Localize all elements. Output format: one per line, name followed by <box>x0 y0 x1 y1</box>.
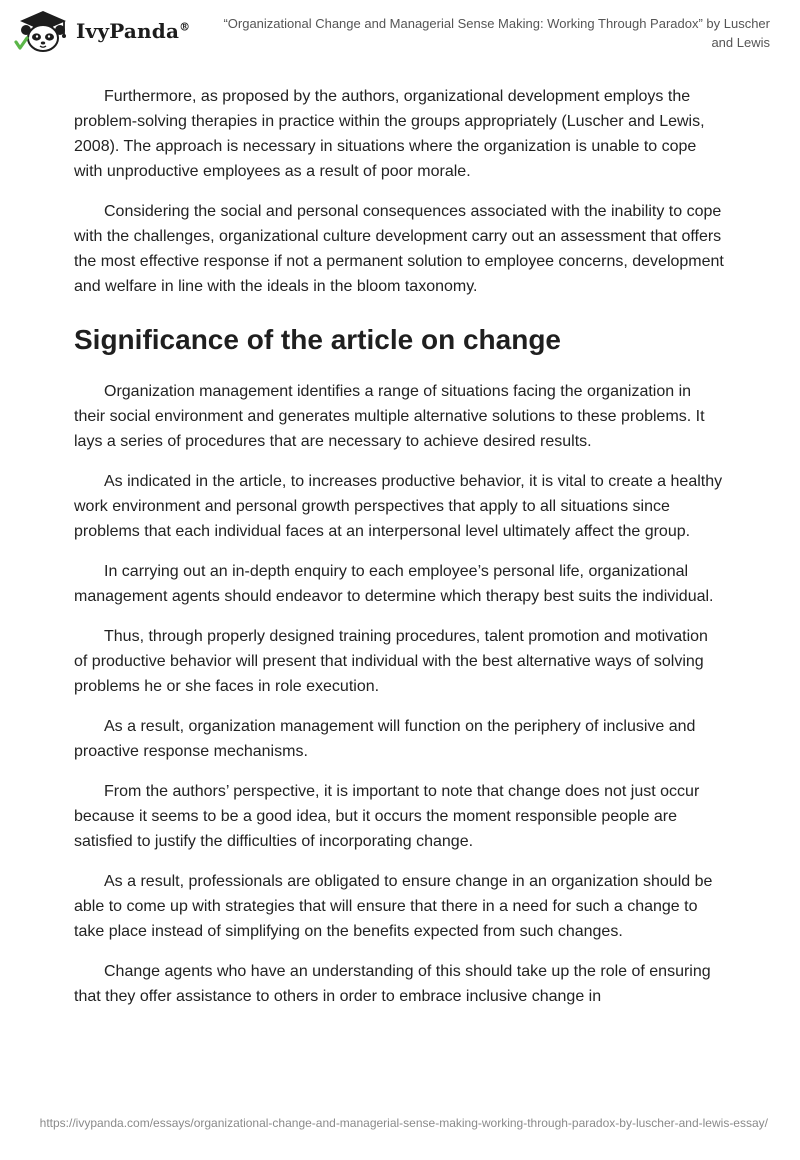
logo-link[interactable] <box>14 8 190 54</box>
page-header <box>0 0 800 60</box>
article-body <box>74 84 724 1024</box>
paragraph: Change agents who have an understanding of this should take up the role of ensuring that they offer assistance to others in order to embrace inclusive change in <box>74 963 711 1005</box>
document-title: “Organizational Change and Managerial Sense Making: Working Through Paradox” by Luscher and Lewis <box>223 16 770 50</box>
source-url[interactable]: https://ivypanda.com/essays/organizational-change-and-managerial-sense-making-working-through-paradox-by-luscher-and-lewis-essay/ <box>39 1116 768 1130</box>
paragraph: As a result, organization management will function on the periphery of inclusive and proactive response mechanisms. <box>74 718 696 760</box>
paragraph: Organization management identifies a range of situations facing the organization in their social environment and generates multiple alternative solutions to these problems. It lays a series of procedures that are necessary to achieve desired results. <box>74 383 705 450</box>
paragraph: As a result, professionals are obligated to ensure change in an organization should be able to come up with strategies that will ensure that there in a need for such a change to take place instead of simplifying on the benefits expected from such changes. <box>74 873 713 940</box>
section-heading: Significance of the article on change <box>74 324 561 355</box>
paragraph: Considering the social and personal consequences associated with the inability to cope with the challenges, organizational culture development carry out an assessment that offers the most effective response if not a permanent solution to employee concerns, development and welfare in line with the ideals in the bloom taxonomy. <box>74 203 724 295</box>
panda-graduate-icon <box>14 8 72 54</box>
paragraph: Thus, through properly designed training procedures, talent promotion and motivation of productive behavior will present that individual with the best alternative ways of solving problems he or she faces in role execution. <box>74 628 708 695</box>
paragraph: Furthermore, as proposed by the authors, organizational development employs the problem-solving therapies in practice within the groups appropriately (Luscher and Lewis, 2008). The approach is necessary in situations where the organization is unable to cope with unproductive employees as a result of poor morale. <box>74 88 705 180</box>
logo-text: IvyPanda® <box>76 19 191 43</box>
paragraph: As indicated in the article, to increases productive behavior, it is vital to create a healthy work environment and personal growth perspectives that apply to all situations since problems that each individual faces at an interpersonal level ultimately affect the group. <box>74 473 723 540</box>
paragraph: From the authors’ perspective, it is important to note that change does not just occur because it seems to be a good idea, but it occurs the moment responsible people are satisfied to justify the difficulties of incorporating change. <box>74 783 700 850</box>
paragraph: In carrying out an in-depth enquiry to each employee’s personal life, organizational management agents should endeavor to determine which therapy best suits the individual. <box>74 563 714 605</box>
